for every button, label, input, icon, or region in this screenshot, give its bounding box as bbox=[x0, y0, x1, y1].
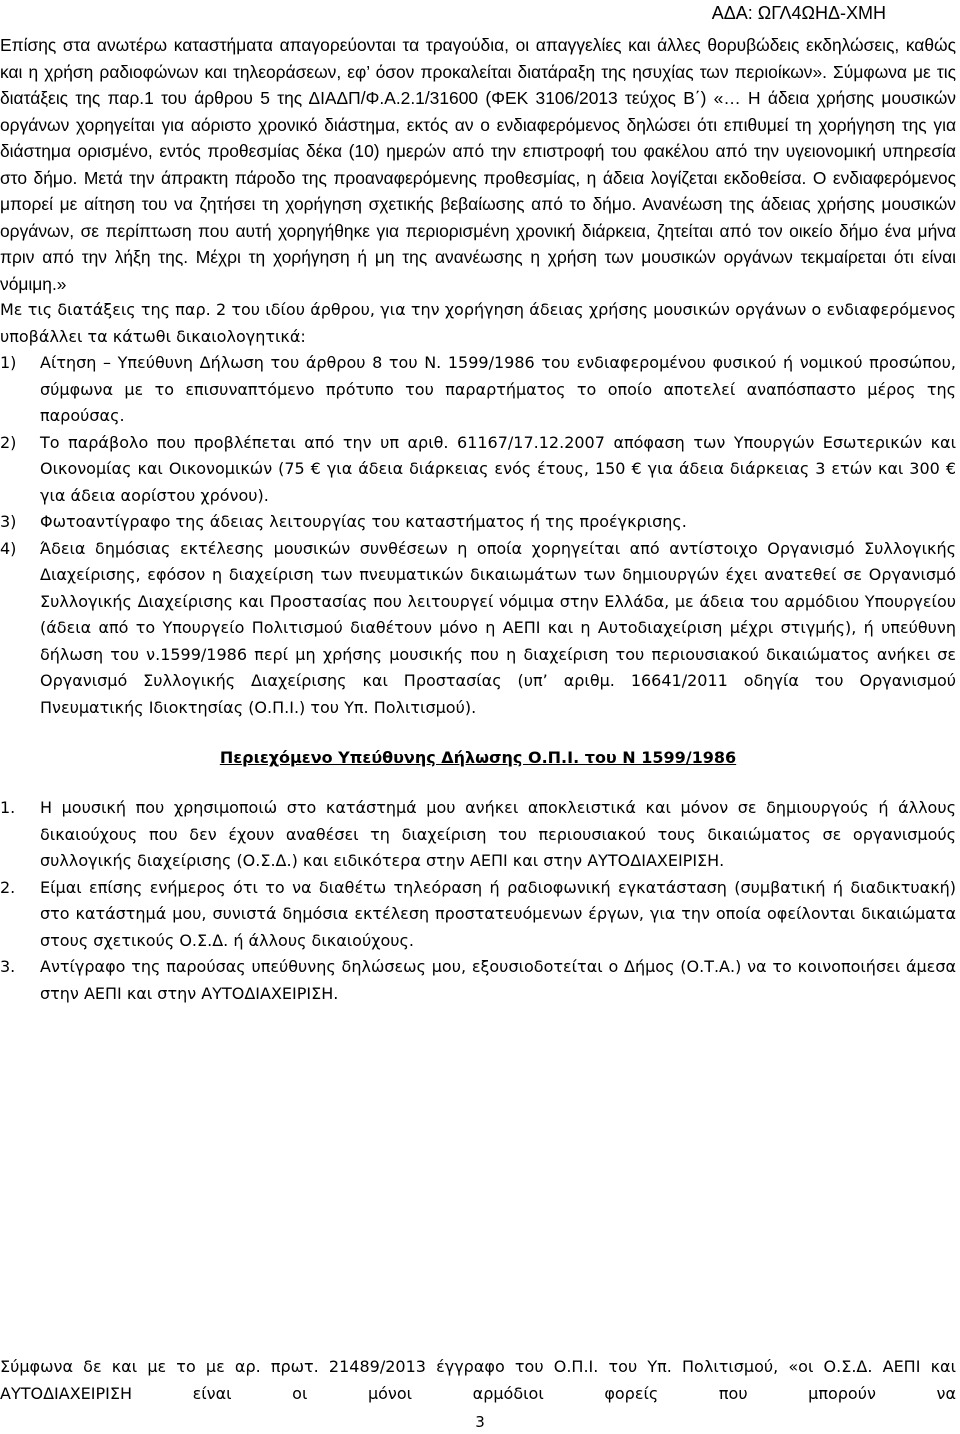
documents-intro: Με τις διατάξεις της παρ. 2 του ιδίου άρθρου, για την χορήγηση άδειας χρήσης μουσικών οργάνων ο ενδιαφερόμενος υποβάλλει τα κάτωθι δικαιολογητικά: bbox=[0, 300, 956, 346]
list-item-text: Η μουσική που χρησιμοποιώ στο κατάστημά μου ανήκει αποκλειστικά και μόνον σε δημιουργούς ή άλλους δικαιούχους που δεν έχουν αναθέσει τη διαχείριση του περιουσιακού τους δικαιώματος σε οργανισμούς συλλογικής διαχείρισης (Ο.Σ.Δ.) και ειδικότερα στην ΑΕΠΙ και στην ΑΥΤΟΔΙΑΧΕΙΡΙΣΗ. bbox=[40, 798, 956, 870]
list-item-number: 4) bbox=[0, 538, 17, 558]
list-item bbox=[0, 350, 956, 430]
required-documents-list bbox=[0, 350, 956, 721]
list-item bbox=[0, 954, 956, 1007]
list-item-number: 3. bbox=[0, 957, 16, 976]
list-item-text: Αίτηση – Υπεύθυνη Δήλωση του άρθρου 8 του Ν. 1599/1986 του ενδιαφερομένου φυσικού ή νομικού προσώπου, σύμφωνα με το επισυναπτόμενο πρότυπο του παραρτήματος το οποίο αποτελεί αναπόσπαστο μέρος της παρούσας. bbox=[40, 353, 956, 425]
list-item-number: 1. bbox=[0, 798, 16, 817]
list-item bbox=[0, 875, 956, 955]
closing-block bbox=[0, 1354, 956, 1407]
list-item-text: Είμαι επίσης ενήμερος ότι το να διαθέτω τηλεόραση ή ραδιοφωνική εγκατάσταση (συμβατική ή διαδικτυακή) στο κατάστημά μου, συνιστά δημόσια εκτέλεση προστατευόμενων έργων, για την οποία οφείλονται δικαιώματα στους σχετικούς Ο.Σ.Δ. ή άλλους δικαιούχους. bbox=[40, 877, 956, 950]
declaration-list bbox=[0, 795, 956, 1007]
ada-code: ΑΔΑ: ΩΓΛ4ΩΗΔ-ΧΜΗ bbox=[711, 3, 886, 23]
document-body bbox=[0, 32, 956, 1007]
page-number: 3 bbox=[475, 1413, 485, 1431]
list-item-text: Φωτοαντίγραφο της άδειας λειτουργίας του καταστήματος ή της προέγκρισης. bbox=[40, 512, 687, 531]
list-item-number: 2. bbox=[0, 877, 16, 897]
list-item-number: 3) bbox=[0, 512, 17, 531]
list-item-number: 2) bbox=[0, 432, 17, 452]
list-item-number: 1) bbox=[0, 353, 17, 372]
list-item-text: Αντίγραφο της παρούσας υπεύθυνης δηλώσεως μου, εξουσιοδοτείται ο Δήμος (Ο.Τ.Α.) να το κοινοποιήσει άμεσα στην ΑΕΠΙ και στην ΑΥΤΟΔΙΑΧΕΙΡΙΣΗ. bbox=[40, 957, 956, 1003]
section-heading: Περιεχόμενο Υπεύθυνης Δήλωσης Ο.Π.Ι. του Ν 1599/1986 bbox=[219, 748, 737, 767]
list-item-text: Άδεια δημόσιας εκτέλεσης μουσικών συνθέσεων η οποία χορηγείται από αντίστοιχο Οργανισμό Συλλογικής Διαχείρισης, εφόσον η διαχείριση των πνευματικών δικαιωμάτων των δημιουργών έχει ανατεθεί σε Οργανισμό Συλλογικής Διαχείρισης και Προστασίας που λειτουργεί νόμιμα στην Ελλάδα, με άδεια του αρμόδιου Υπουργείου (άδεια από το Υπουργείο Πολιτισμού διαθέτουν μόνο η ΑΕΠΙ και η Αυτοδιαχείριση μέχρι στιγμής), ή υπεύθυνη δήλωση του ν.1599/1986 περί μη χρήσης μουσικής που η διαχείριση του περιουσιακού δικαιώματος ανήκει σε Οργανισμό Συλλογικής Διαχείρισης και Προστασίας (υπ’ αριθμ. 16641/2011 οδηγία του Οργανισμού Πνευματικής Ιδιοκτησίας (Ο.Π.Ι.) του Υπ. Πολιτισμού). bbox=[40, 538, 956, 717]
list-item bbox=[0, 509, 956, 536]
list-item bbox=[0, 430, 956, 510]
closing-paragraph: Σύμφωνα δε και με το με αρ. πρωτ. 21489/2013 έγγραφο του Ο.Π.Ι. του Υπ. Πολιτισμού, «οι Ο.Σ.Δ. ΑΕΠΙ και ΑΥΤΟΔΙΑΧΕΙΡΙΣΗ είναι οι μόνοι αρμόδιοι φορείς που μπορούν να bbox=[0, 1357, 956, 1403]
list-item bbox=[0, 536, 956, 722]
list-item-text: Το παράβολο που προβλέπεται από την υπ αριθ. 61167/17.12.2007 απόφαση των Υπουργών Εσωτερικών και Οικονομίας και Οικονομικών (75 € για άδεια διάρκειας ενός έτους, 150 € για άδεια διάρκειας 3 ετών και 300 € για άδεια αορίστου χρόνου). bbox=[40, 432, 956, 505]
intro-paragraph: Επίσης στα ανωτέρω καταστήματα απαγορεύονται τα τραγούδια, οι απαγγελίες και άλλες θορυβώδεις εκδηλώσεις, καθώς και η χρήση ραδιοφώνων και τηλεοράσεων, εφ’ όσον προκαλείται διατάραξη της ησυχίας των περιοίκων». Σύμφωνα με τις διατάξεις της παρ.1 του άρθρου 5 της ΔΙΑΔΠ/Φ.Α.2.1/31600 (ΦΕΚ 3106/2013 τεύχος Β΄) «… Η άδεια χρήσης μουσικών οργάνων χορηγείται για αόριστο χρονικό διάστημα, εκτός αν ο ενδιαφερόμενος δηλώσει ότι επιθυμεί τη χορήγηση της για διάστημα ορισμένο, εντός προθεσμίας δέκα (10) ημερών από την επιστροφή του φακέλου από την υγειονομική υπηρεσία στο δήμο. Μετά την άπρακτη πάροδο της προαναφερόμενης προθεσμίας, η άδεια λογίζεται εκδοθείσα. Ο ενδιαφερόμενος μπορεί με αίτηση του να ζητήσει τη χορήγηση σχετικής βεβαίωσης από το δήμο. Ανανέωση της άδειας χρήσης μουσικών οργάνων, σε περίπτωση που αυτή χορηγήθηκε για περιορισμένη χρονική διάρκεια, ζητείται από τον οικείο δήμο ένα μήνα πριν από την λήξη της. Μέχρι τη χορήγηση ή μη της ανανέωσης η χρήση των μουσικών οργάνων τεκμαίρεται ότι είναι νόμιμη.» bbox=[0, 35, 956, 294]
list-item bbox=[0, 795, 956, 875]
